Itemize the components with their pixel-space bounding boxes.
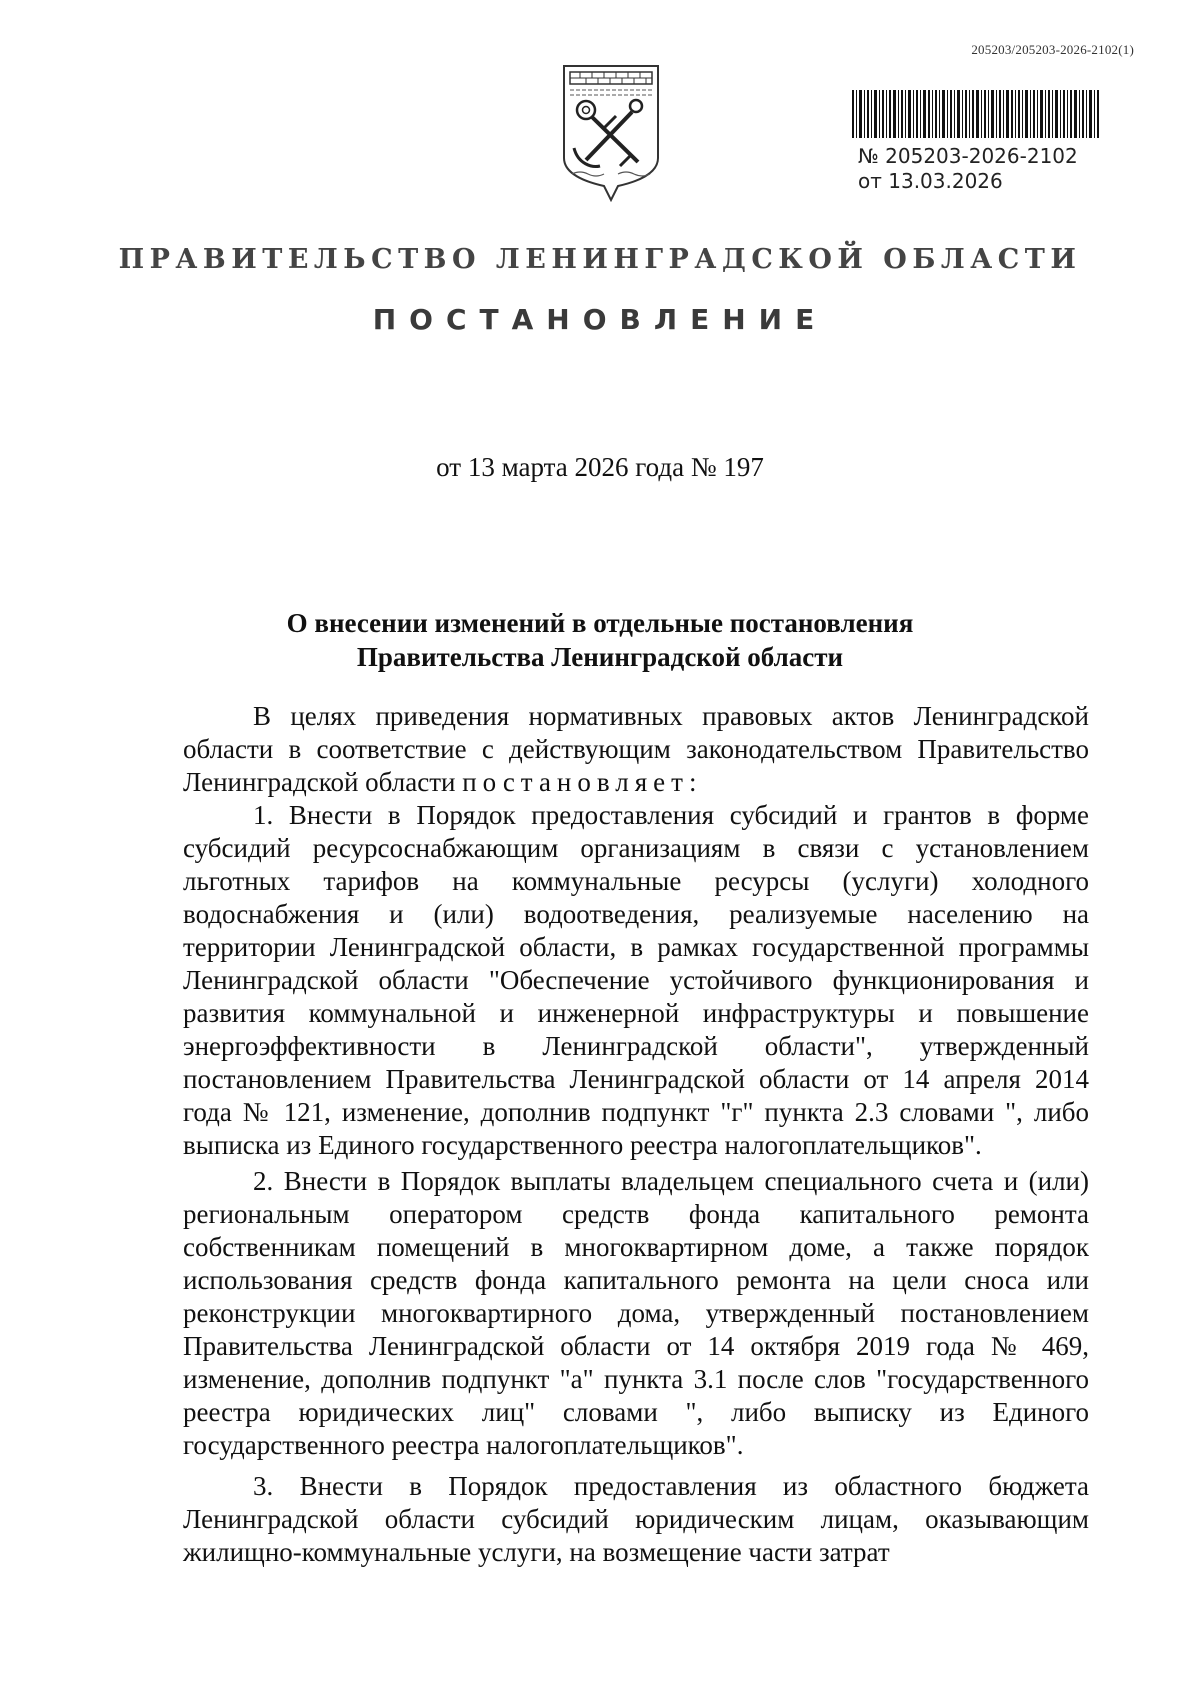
item-1-paragraph: 1. Внести в Порядок предоставления субсидий и грантов в форме субсидий ресурсоснабжающим организациям в связи с установлением льготных тарифов на коммунальные ресурсы (услуги) холодного водоснабжения и (или) водоотведения, реализуемые населению на территории Ленинградской области, в рамках государственной программы Ленинградской области "Обеспечение устойчивого функционирования и развития коммунальной и инженерной инфраструктуры и повышение энергоэффективности в Ленинградской области", утвержденный постановлением Правительства Ленинградской области от 14 апреля 2014 года № 121, изменение, дополнив подпункт "г" пункта 2.3 словами ", либо выписка из Единого государственного реестра налогоплательщиков". <box>183 800 1089 1160</box>
decree-word: постановляет: <box>462 767 703 797</box>
subject-line-1: О внесении изменений в отдельные постановления <box>286 608 914 638</box>
item-2-paragraph: 2. Внести в Порядок выплаты владельцем специального счета и (или) региональным оператором средств фонда капитального ремонта собственникам помещений в многоквартирном доме, а также порядок использования средств фонда капитального ремонта на цели сноса или реконструкции многоквартирного дома, утвержденный постановлением Правительства Ленинградской области от 14 октября 2019 года № 469, изменение, дополнив подпункт "а" пункта 3.1 после слов "государственного реестра юридических лиц" словами ", либо выписку из Единого государственного реестра налогоплательщиков". <box>183 1166 1089 1460</box>
decree-body <box>183 700 1089 1569</box>
document-type-heading: ПОСТАНОВЛЕНИЕ <box>372 303 828 336</box>
decree-subject <box>200 606 1000 674</box>
preamble-text: В целях приведения нормативных правовых актов Ленинградской области в соответствие с действующим законодательством Правительство Ленинградской области <box>183 701 1089 797</box>
document-reference: 205203/205203-2026-2102(1) <box>971 42 1134 57</box>
registration-number: № 205203-2026-2102 <box>858 144 1078 168</box>
registration-stamp <box>858 144 1078 194</box>
coat-of-arms-icon <box>556 62 666 202</box>
decree-date-number: от 13 марта 2026 года № 197 <box>436 452 764 482</box>
registration-date: от 13.03.2026 <box>858 169 1003 193</box>
item-3-paragraph: 3. Внести в Порядок предоставления из областного бюджета Ленинградской области субсидий юридическим лицам, оказывающим жилищно-коммунальные услуги, на возмещение части затрат <box>183 1471 1089 1567</box>
government-heading: ПРАВИТЕЛЬСТВО ЛЕНИНГРАДСКОЙ ОБЛАСТИ <box>118 244 1082 275</box>
barcode-icon <box>850 90 1100 138</box>
subject-line-2: Правительства Ленинградской области <box>356 642 844 672</box>
preamble-paragraph <box>183 700 1089 799</box>
